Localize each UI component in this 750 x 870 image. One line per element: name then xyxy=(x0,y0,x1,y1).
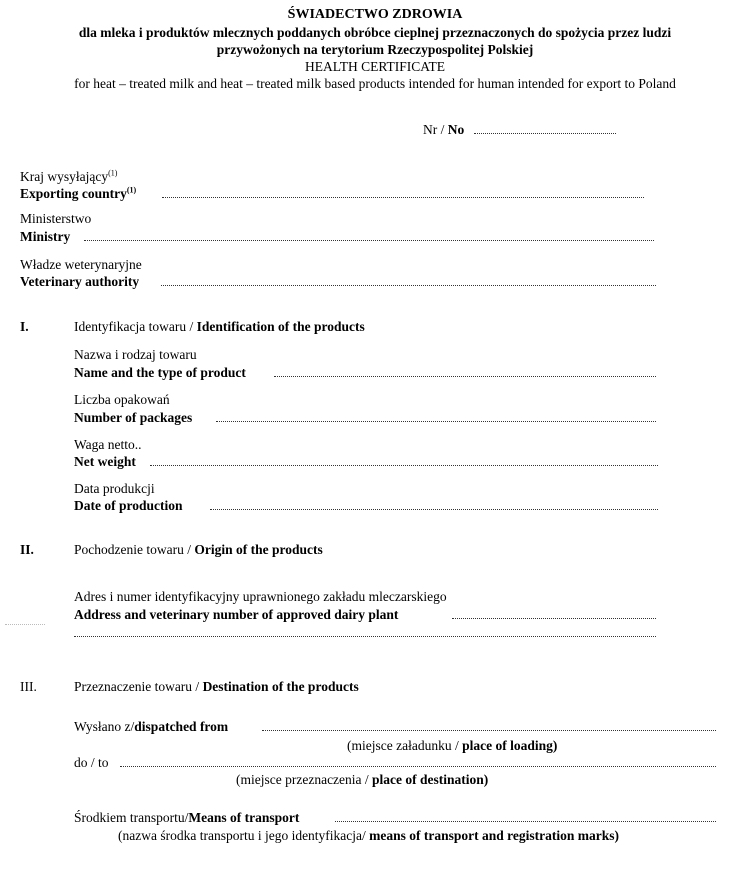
section-1-title: Identyfikacja towaru / Identification of the products xyxy=(74,319,365,334)
certificate-subtitle-pl-line1: dla mleka i produktów mlecznych poddanych obróbce cieplnej przeznaczonych do spożycia przez ludzi xyxy=(78,25,672,40)
certificate-number-field[interactable] xyxy=(474,133,616,134)
ministry-field[interactable] xyxy=(84,240,654,241)
section-3-number: III. xyxy=(20,679,37,694)
destination-to-field[interactable] xyxy=(120,766,716,767)
certificate-subtitle-en: for heat – treated milk and heat – treated milk based products intended for human intended for export to Poland xyxy=(74,76,676,91)
dairy-plant-field-line2[interactable] xyxy=(74,636,656,637)
exporting-country-label-en: Exporting country$^{(1)}$ xyxy=(20,185,137,201)
dairy-plant-field-line1[interactable] xyxy=(452,618,656,619)
section-2-number: II. xyxy=(20,542,34,557)
veterinary-authority-label-pl: Władze weterynaryjne xyxy=(20,257,142,272)
section-3-title: Przeznaczenie towaru / Destination of the products xyxy=(74,679,359,694)
ministry-label-en: Ministry xyxy=(20,229,71,244)
packages-label-pl: Liczba opakowań xyxy=(74,392,170,407)
ministry-label-pl: Ministerstwo xyxy=(20,211,92,226)
production-date-field[interactable] xyxy=(210,509,658,510)
dispatched-from-label: Wysłano z/dispatched from xyxy=(74,719,229,734)
place-of-loading-caption: (miejsce załadunku / place of loading) xyxy=(347,738,558,753)
net-weight-label-en: Net weight xyxy=(74,454,136,469)
veterinary-authority-field[interactable] xyxy=(161,285,656,286)
net-weight-field[interactable] xyxy=(150,465,658,466)
certificate-title-pl: ŚWIADECTWO ZDROWIA xyxy=(287,7,463,22)
exporting-country-field[interactable] xyxy=(162,197,644,198)
dairy-plant-label-pl: Adres i numer identyfikacyjny uprawnionego zakładu mleczarskiego xyxy=(74,589,447,604)
production-date-label-en: Date of production xyxy=(74,498,183,513)
dispatched-from-field[interactable] xyxy=(262,730,716,731)
means-of-transport-label: Środkiem transportu/Means of transport xyxy=(74,810,300,825)
section-1-number: I. xyxy=(20,319,29,334)
exporting-country-label-pl: Kraj wysyłający$^{(1)}$ xyxy=(20,168,118,184)
means-of-transport-caption: (nazwa środka transportu i jego identyfikacja/ means of transport and registration marks) xyxy=(118,828,620,843)
section-2-title: Pochodzenie towaru / Origin of the products xyxy=(74,542,323,557)
production-date-label-pl: Data produkcji xyxy=(74,481,155,496)
scan-artifact xyxy=(5,624,45,625)
packages-field[interactable] xyxy=(216,421,656,422)
product-name-field[interactable] xyxy=(274,376,656,377)
net-weight-label-pl: Waga netto.. xyxy=(74,437,142,452)
certificate-number-label: Nr / No xyxy=(423,122,465,137)
dairy-plant-label-en: Address and veterinary number of approved dairy plant xyxy=(74,607,399,622)
product-name-label-en: Name and the type of product xyxy=(74,365,246,380)
means-of-transport-field[interactable] xyxy=(335,821,716,822)
certificate-title-en: HEALTH CERTIFICATE xyxy=(304,59,446,74)
certificate-subtitle-pl-line2: przywożonych na terytorium Rzeczypospolitej Polskiej xyxy=(216,42,534,57)
destination-to-label: do / to xyxy=(74,755,109,770)
place-of-destination-caption: (miejsce przeznaczenia / place of destination) xyxy=(236,772,489,787)
product-name-label-pl: Nazwa i rodzaj towaru xyxy=(74,347,197,362)
packages-label-en: Number of packages xyxy=(74,410,193,425)
veterinary-authority-label-en: Veterinary authority xyxy=(20,274,140,289)
